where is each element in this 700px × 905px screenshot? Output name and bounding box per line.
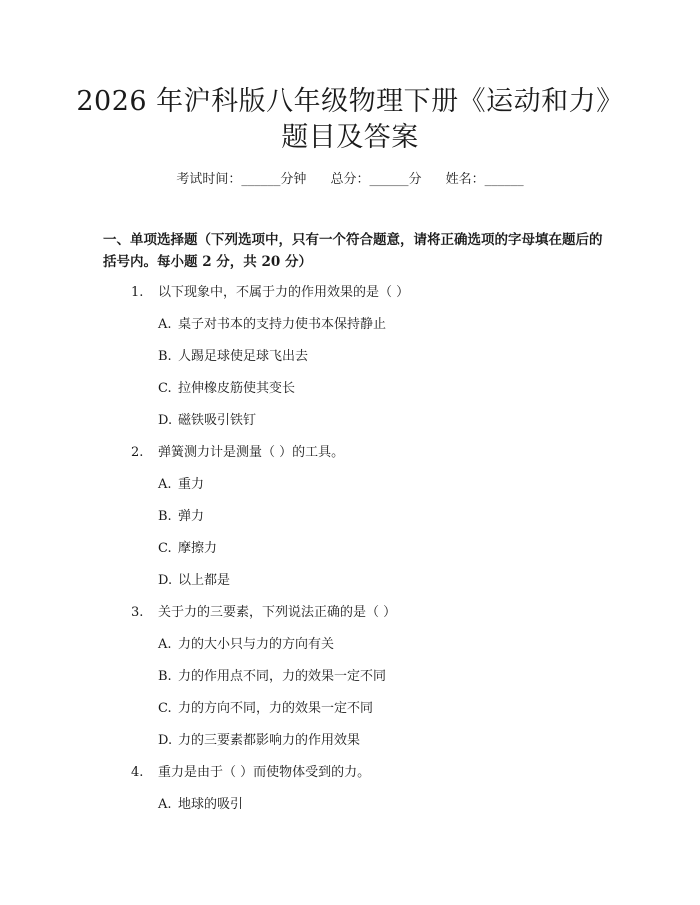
option-letter: A. — [158, 797, 172, 812]
document-title-line2: 题目及答案 — [281, 122, 419, 153]
question-number: 3. — [131, 605, 144, 620]
option-text: 以上都是 — [178, 573, 231, 588]
option-letter: B. — [158, 509, 172, 524]
question-text: 重力是由于（ ）而使物体受到的力。 — [158, 765, 371, 780]
question-2 — [131, 441, 344, 460]
option — [158, 665, 386, 684]
exam-meta-row — [0, 168, 700, 187]
option — [158, 793, 243, 812]
question-4 — [131, 761, 370, 780]
option-letter: C. — [158, 381, 172, 396]
option-text: 地球的吸引 — [178, 797, 244, 812]
option-text: 弹力 — [178, 509, 205, 524]
option-letter: A. — [158, 317, 172, 332]
option-letter: B. — [158, 349, 172, 364]
document-title-line1: 2026 年沪科版八年级物理下册《运动和力》 — [76, 86, 624, 117]
option-letter: D. — [158, 413, 173, 428]
total-score-field: 总分：______分 — [330, 172, 422, 187]
option-text: 桌子对书本的支持力使书本保持静止 — [178, 317, 387, 332]
option — [158, 409, 256, 428]
option-text: 力的方向不同，力的效果一定不同 — [178, 701, 374, 716]
option — [158, 537, 217, 556]
option-text: 摩擦力 — [178, 541, 218, 556]
option — [158, 505, 204, 524]
option-text: 磁铁吸引铁钉 — [178, 413, 257, 428]
student-name-field: 姓名：______ — [445, 172, 524, 187]
option-letter: D. — [158, 573, 173, 588]
option — [158, 633, 334, 652]
option-text: 拉伸橡皮筋使其变长 — [178, 381, 296, 396]
option-text: 力的作用点不同，力的效果一定不同 — [178, 669, 387, 684]
option-letter: B. — [158, 669, 172, 684]
option — [158, 697, 373, 716]
exam-time-field: 考试时间：______分钟 — [176, 172, 307, 187]
option-letter: A. — [158, 477, 172, 492]
option — [158, 729, 360, 748]
option-letter: C. — [158, 701, 172, 716]
option — [158, 377, 295, 396]
question-1 — [131, 281, 409, 300]
option-letter: C. — [158, 541, 172, 556]
option-letter: D. — [158, 733, 173, 748]
question-number: 4. — [131, 765, 144, 780]
question-number: 1. — [131, 285, 144, 300]
option — [158, 569, 230, 588]
option-text: 重力 — [178, 477, 205, 492]
question-text: 弹簧测力计是测量（ ）的工具。 — [158, 445, 345, 460]
question-text: 关于力的三要素，下列说法正确的是（ ） — [158, 605, 397, 620]
option-text: 力的三要素都影响力的作用效果 — [178, 733, 361, 748]
option-text: 力的大小只与力的方向有关 — [178, 637, 335, 652]
question-number: 2. — [131, 445, 144, 460]
option — [158, 345, 308, 364]
section-heading: 一、单项选择题（下列选项中，只有一个符合题意，请将正确选项的字母填在题后的括号内。每小题 2 分，共 20 分） — [103, 232, 603, 270]
question-3 — [131, 601, 396, 620]
option — [158, 313, 386, 332]
option-text: 人踢足球使足球飞出去 — [178, 349, 309, 364]
question-text: 以下现象中，不属于力的作用效果的是（ ） — [158, 285, 410, 300]
option — [158, 473, 204, 492]
option-letter: A. — [158, 637, 172, 652]
